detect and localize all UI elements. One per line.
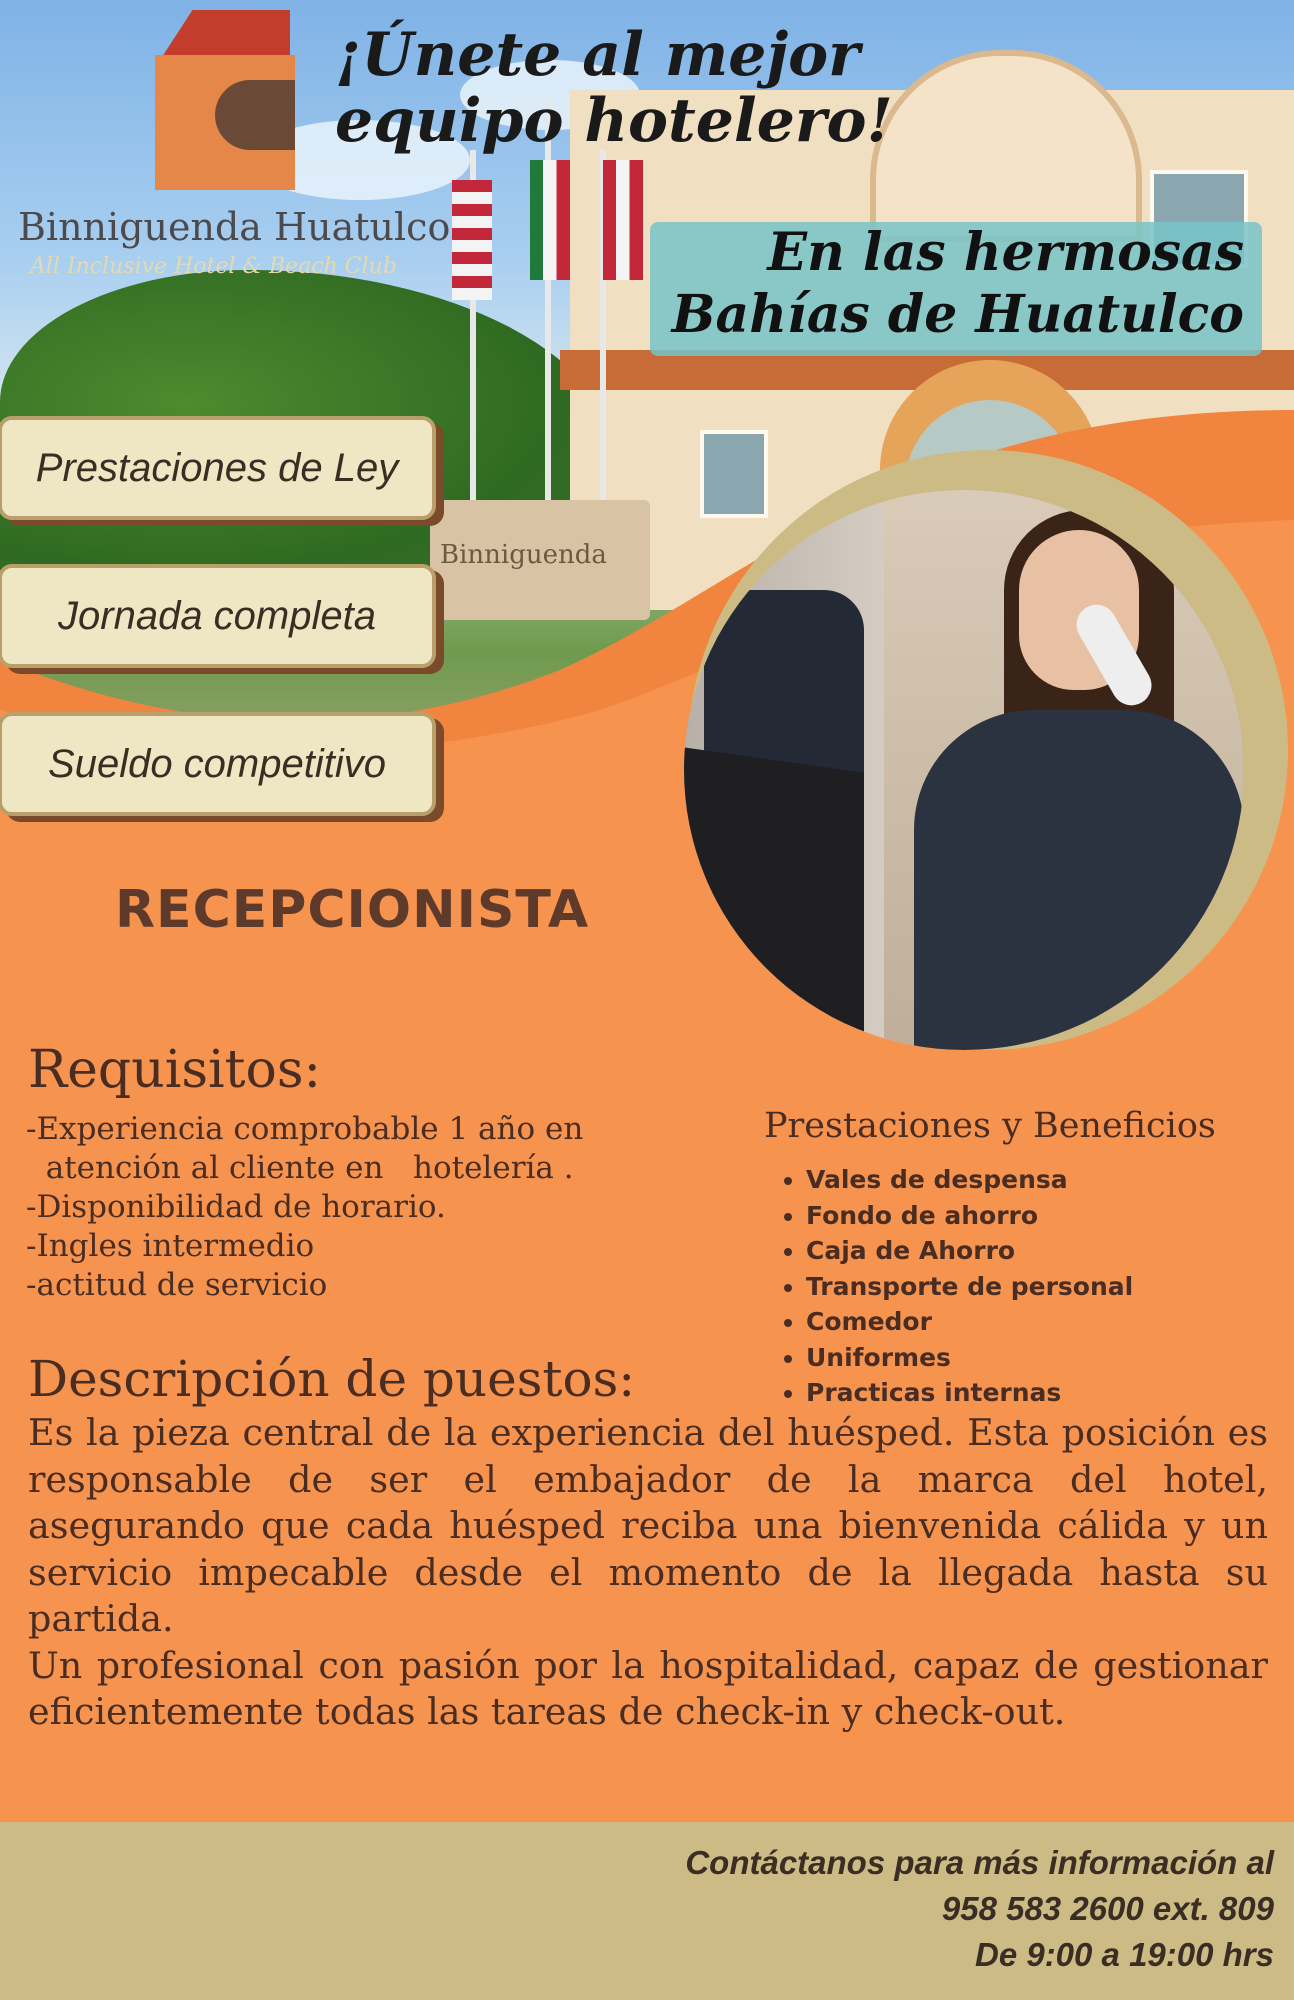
headline: ¡Únete al mejor equipo hotelero! <box>335 20 893 156</box>
contact-phone: 958 583 2600 ext. 809 <box>941 1890 1274 1927</box>
logo-name: Binniguenda Huatulco <box>18 205 451 249</box>
description-body <box>28 1410 1268 1736</box>
description-paragraph: Un profesional con pasión por la hospitalidad, capaz de gestionar eficientemente todas las tareas de check-in y check-out. <box>28 1643 1268 1733</box>
contact-info <box>685 1840 1274 1978</box>
list-item: -Ingles intermedio <box>26 1228 315 1264</box>
list-item: • Fondo de ahorro <box>806 1198 1133 1234</box>
logo-building-icon <box>155 55 295 190</box>
perk-sueldo: Sueldo competitivo <box>0 712 436 816</box>
list-item: -Experiencia comprobable 1 año en <box>26 1111 584 1147</box>
hotel-sign: Binniguenda <box>430 500 650 620</box>
list-item: • Vales de despensa <box>806 1162 1133 1198</box>
list-item: • Transporte de personal <box>806 1269 1133 1305</box>
benefits-list <box>778 1162 1133 1411</box>
description-heading: Descripción de puestos: <box>28 1350 636 1408</box>
receptionist-photo <box>684 490 1244 1050</box>
list-item: atención al cliente en hotelería . <box>26 1150 574 1186</box>
logo-tagline: All Inclusive Hotel & Beach Club <box>30 254 397 279</box>
requirements-heading: Requisitos: <box>28 1040 322 1100</box>
benefits-heading: Prestaciones y Beneficios <box>764 1106 1216 1146</box>
list-item: -Disponibilidad de horario. <box>26 1189 446 1225</box>
list-item: -actitud de servicio <box>26 1267 328 1303</box>
subline: En las hermosas Bahías de Huatulco <box>671 222 1244 345</box>
description-paragraph: Es la pieza central de la experiencia del huésped. Esta posición es responsable de ser el embajador de la marca del hotel, asegurando que cada huésped reciba una bienvenida cálida y un servicio impecable desde el momento de la llegada hasta su partida. <box>28 1411 1268 1640</box>
list-item: • Comedor <box>806 1304 1133 1340</box>
requirements-list <box>26 1110 583 1305</box>
perk-jornada: Jornada completa <box>0 564 436 668</box>
list-item: • Uniformes <box>806 1340 1133 1376</box>
contact-hours: De 9:00 a 19:00 hrs <box>974 1936 1274 1973</box>
list-item: • Practicas internas <box>806 1375 1133 1411</box>
list-item: • Caja de Ahorro <box>806 1233 1133 1269</box>
contact-line: Contáctanos para más información al <box>685 1844 1274 1881</box>
job-title: RECEPCIONISTA <box>115 880 590 940</box>
perk-prestaciones: Prestaciones de Ley <box>0 416 436 520</box>
